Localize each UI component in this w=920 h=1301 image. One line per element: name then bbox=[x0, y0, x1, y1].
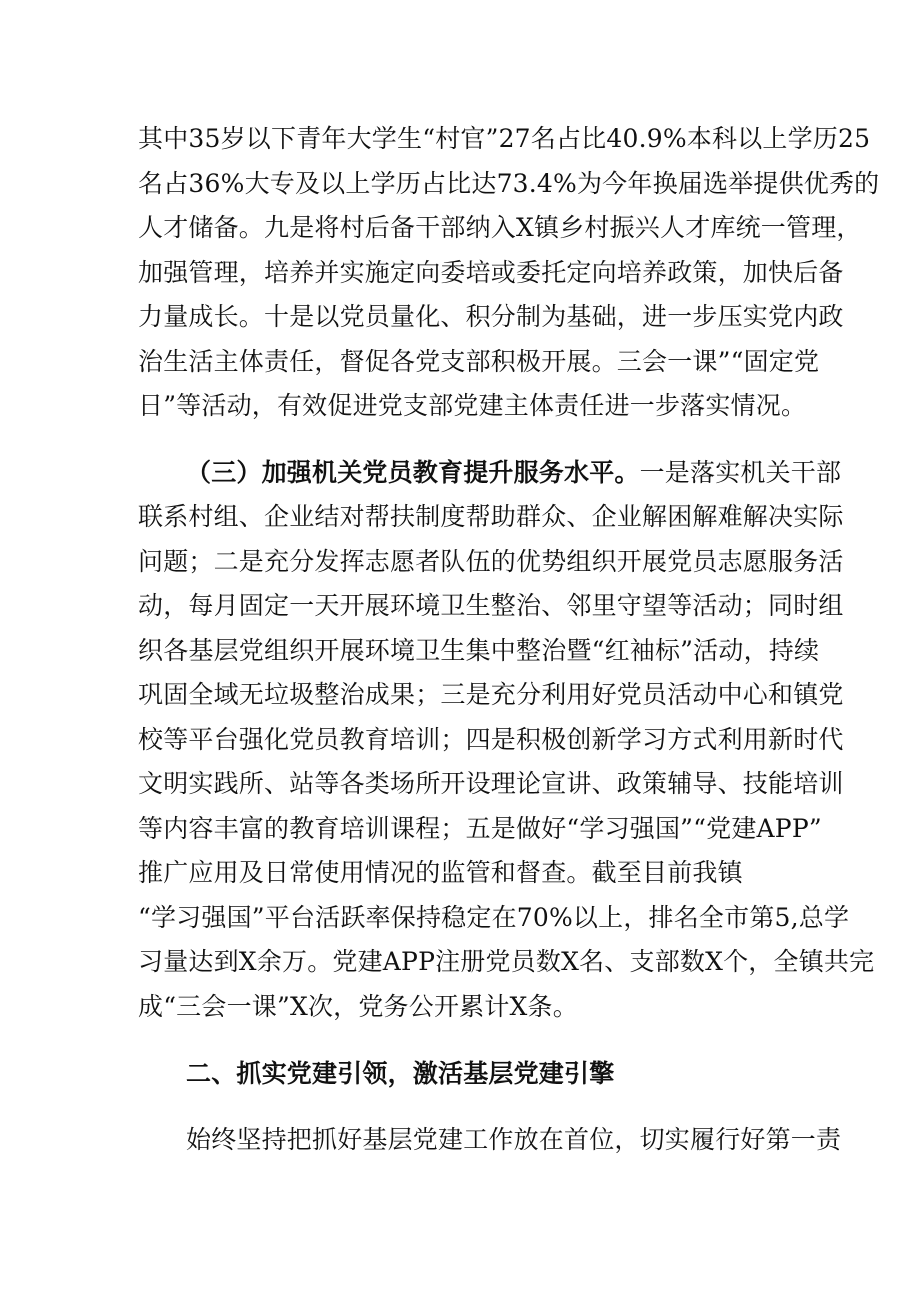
section-3-first-line-text: 一是落实机关干部 bbox=[639, 458, 842, 487]
text-line: 文明实践所、站等各类场所开设理论宣讲、政策辅导、技能培训 bbox=[138, 769, 844, 798]
section-3-heading: （三）加强机关党员教育提升服务水平。 bbox=[186, 458, 640, 487]
text-line: 习量达到X余万。党建APP注册党员数X名、支部数X个，全镇共完 bbox=[138, 947, 875, 976]
text-line: “学习强国”平台活跃率保持稳定在70%以上，排名全市第5,总学 bbox=[138, 903, 850, 932]
text-line: 人才储备。九是将村后备干部纳入X镇乡村振兴人才库统一管理， bbox=[138, 213, 862, 242]
text-line: 等内容丰富的教育培训课程；五是做好“学习强国”“党建APP” bbox=[138, 814, 822, 843]
text-line: 校等平台强化党员教育培训；四是积极创新学习方式利用新时代 bbox=[138, 725, 844, 754]
text-line: 加强管理，培养并实施定向委培或委托定向培养政策，加快后备 bbox=[138, 258, 844, 287]
text-line: 联系村组、企业结对帮扶制度帮助群众、企业解困解难解决实际 bbox=[138, 502, 844, 531]
text-line: 问题；二是充分发挥志愿者队伍的优势组织开展党员志愿服务活 bbox=[138, 547, 844, 576]
text-line: 始终坚持把抓好基层党建工作放在首位，切实履行好第一责 bbox=[186, 1125, 842, 1154]
text-line: 推广应用及日常使用情况的监管和督查。截至目前我镇 bbox=[138, 858, 743, 887]
text-line: 成“三会一课”X次，党务公开累计X条。 bbox=[138, 992, 578, 1021]
text-line: 治生活主体责任，督促各党支部积极开展。三会一课”“固定党 bbox=[138, 347, 820, 376]
text-line: 名占36%大专及以上学历占比达73.4%为今年换届选举提供优秀的 bbox=[138, 169, 880, 198]
text-line: 力量成长。十是以党员量化、积分制为基础，进一步压实党内政 bbox=[138, 302, 844, 331]
text-line: 巩固全域无垃圾整治成果；三是充分利用好党员活动中心和镇党 bbox=[138, 680, 844, 709]
section-2-heading: 二、抓实党建引领，激活基层党建引擎 bbox=[186, 1059, 615, 1088]
text-line: 织各基层党组织开展环境卫生集中整治暨“红袖标”活动，持续 bbox=[138, 636, 820, 665]
text-line: 日”等活动，有效促进党支部党建主体责任进一步落实情况。 bbox=[138, 391, 807, 420]
text-line: 动，每月固定一天开展环境卫生整治、邻里守望等活动；同时组 bbox=[138, 591, 844, 620]
section-3-first-line bbox=[186, 453, 841, 493]
text-line: 其中35岁以下青年大学生“村官”27名占比40.9%本科以上学历25 bbox=[138, 124, 871, 153]
